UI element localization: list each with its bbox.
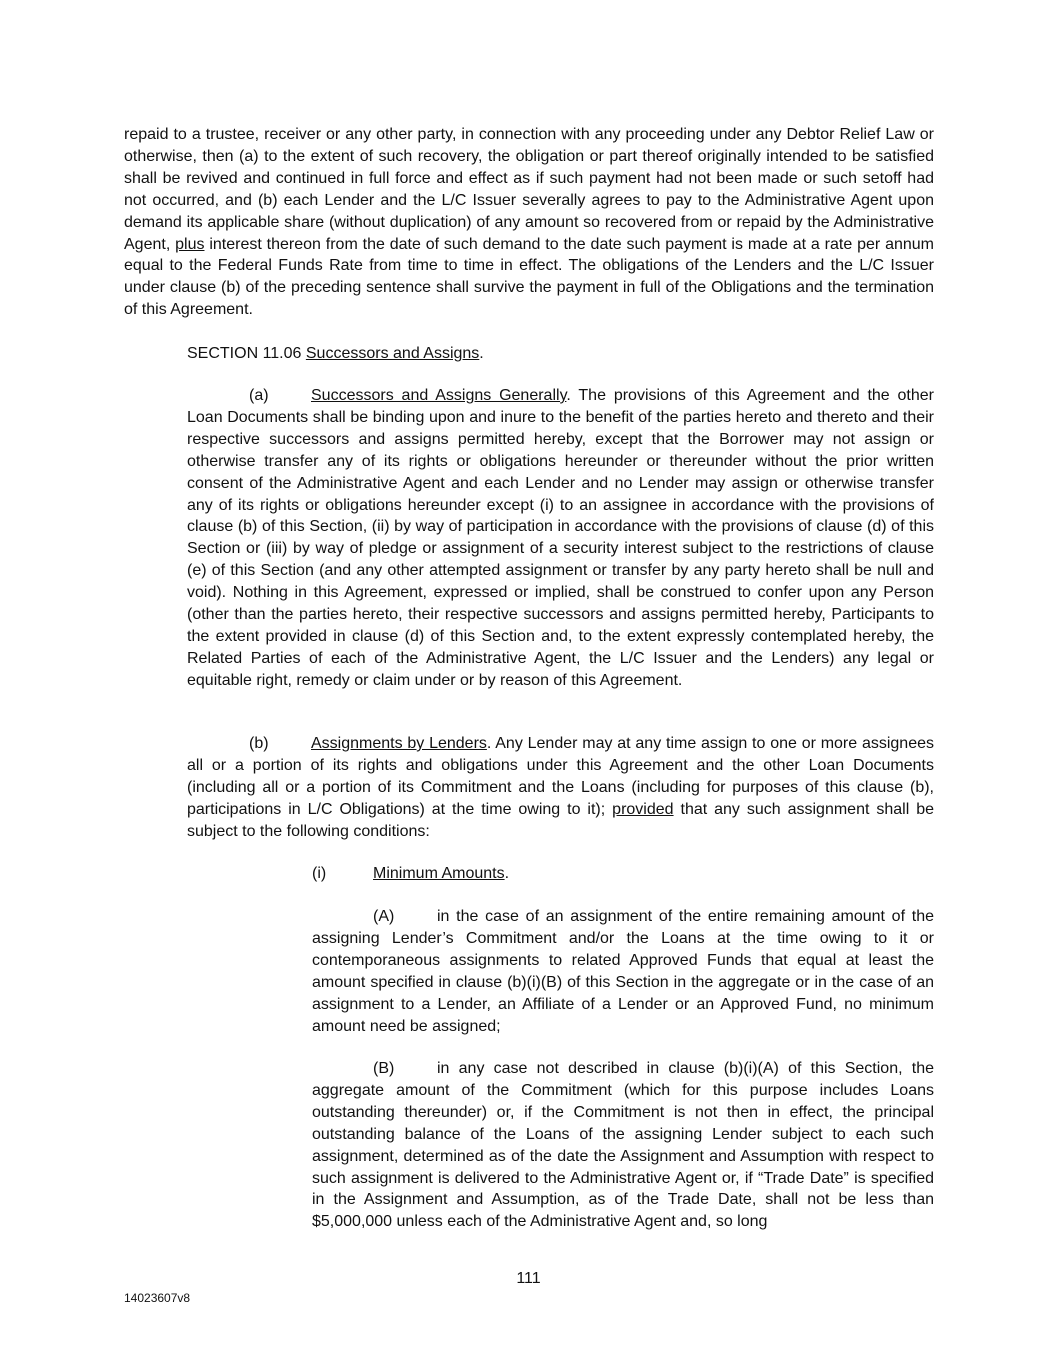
clause-a-title: Successors and Assigns Generally [311,387,567,404]
subclause-i-title: Minimum Amounts [373,865,505,882]
section-title: Successors and Assigns [305,345,480,362]
clause-b-label: (b) [249,735,269,752]
subclause-i [312,863,934,885]
section-heading [187,343,934,365]
clause-a-text: . The provisions of this Agreement and the other Loan Documents shall be binding upon and inure to the benefit of the parties hereto and thereto and their respective successors and assigns permitted hereby, except that the Borrower may not assign or otherwise transfer any of its rights or obligations hereunder or thereunder without the prior written consent of the Administrative Agent and each Lender and no Lender may assign or otherwise transfer any of its rights or obligations hereunder except (i) to an assignee in accordance with the provisions of clause (b) of this Section, (ii) by way of participation in accordance with the provisions of clause (d) of this Section or (iii) by way of pledge or assignment of a security interest subject to the restrictions of clause (e) of this Section (and any other attempted assignment or transfer by any party hereto shall be null and void). Nothing in this Agreement, expressed or implied, shall be construed to confer upon any Person (other than the parties hereto, their respective successors and assigns permitted hereby, Participants to the extent provided in clause (d) of this Section and, to the extent expressly contemplated hereby, the Related Parties of each of the Administrative Agent, the L/C Issuer and the Lenders) any legal or equitable right, remedy or claim under or by reason of this Agreement. [187,387,935,689]
plus-term: plus [175,235,205,253]
section-period: . [479,345,484,362]
clause-b [187,733,934,843]
subclause-i-label: (i) [312,865,327,882]
intro-text-rest: interest thereon from the date of such demand to the date such payment is made at a rate per annum equal to the Federal Funds Rate from time to time in effect. The obligations of the Lenders and the L/C Issuer under clause (b) of the preceding sentence shall survive the payment in full of the Obligations and the termination of this Agreement. [124,235,934,319]
clause-b-text-rest: that any such assignment shall be subject to the following conditions: [187,800,935,840]
clause-a [187,385,934,692]
page-number: 111 [516,1270,541,1287]
subclause-i-period: . [504,865,510,882]
subclause-A-label: (A) [373,908,395,925]
provided-term: provided [612,800,674,818]
clause-a-label: (a) [249,387,269,404]
clause-b-title: Assignments by Lenders [311,735,487,752]
section-number: SECTION 11.06 [187,345,302,362]
subclause-B-text: in any case not described in clause (b)(i)(A) of this Section, the aggregate amount of the Commitment (which for this purpose includes Loans outstanding thereunder) or, if the Commitment is not then in effect, the principal outstanding balance of the Loans of the assigning Lender subject to each such assignment, determined as of the date the Assignment and Assumption with respect to such assignment is delivered to the Administrative Agent or, if “Trade Date” is specified in the Assignment and Assumption, as of the Trade Date, shall not be less than $5,000,000 unless each of the Administrative Agent and, so long [312,1060,934,1231]
intro-text: repaid to a trustee, receiver or any other party, in connection with any proceeding under any Debtor Relief Law or otherwise, then (a) to the extent of such recovery, the obligation or part thereof originally intended to be satisfied shall be revived and continued in full force and effect as if such payment had not been made or such setoff had not occurred, and (b) each Lender and the L/C Issuer severally agrees to pay to the Administrative Agent upon demand its applicable share (without duplication) of any amount so recovered from or repaid by the Administrative Agent, [124,126,934,253]
subclause-A-text: in the case of an assignment of the entire remaining amount of the assigning Lender’s Commitment and/or the Loans at the time owing to it or contemporaneous assignments to related Approved Funds that equal at least the amount specified in clause (b)(i)(B) of this Section in the aggregate or in the case of an assignment to a Lender, an Affiliate of a Lender or an Approved Fund, no minimum amount need be assigned; [312,908,934,1035]
subclause-B [312,1058,934,1233]
subclause-B-label: (B) [373,1060,395,1077]
paragraph-intro [124,124,934,321]
subclause-A [312,906,934,1037]
clause-b-text: . Any Lender may at any time assign to one or more assignees all or a portion of its rights and obligations under this Agreement and the other Loan Documents (including all or a portion of its Commitment and the Loans (including for purposes of this clause (b), participations in L/C Obligations) at the time owing to it); [187,735,935,818]
document-id: 14023607v8 [124,1291,191,1305]
